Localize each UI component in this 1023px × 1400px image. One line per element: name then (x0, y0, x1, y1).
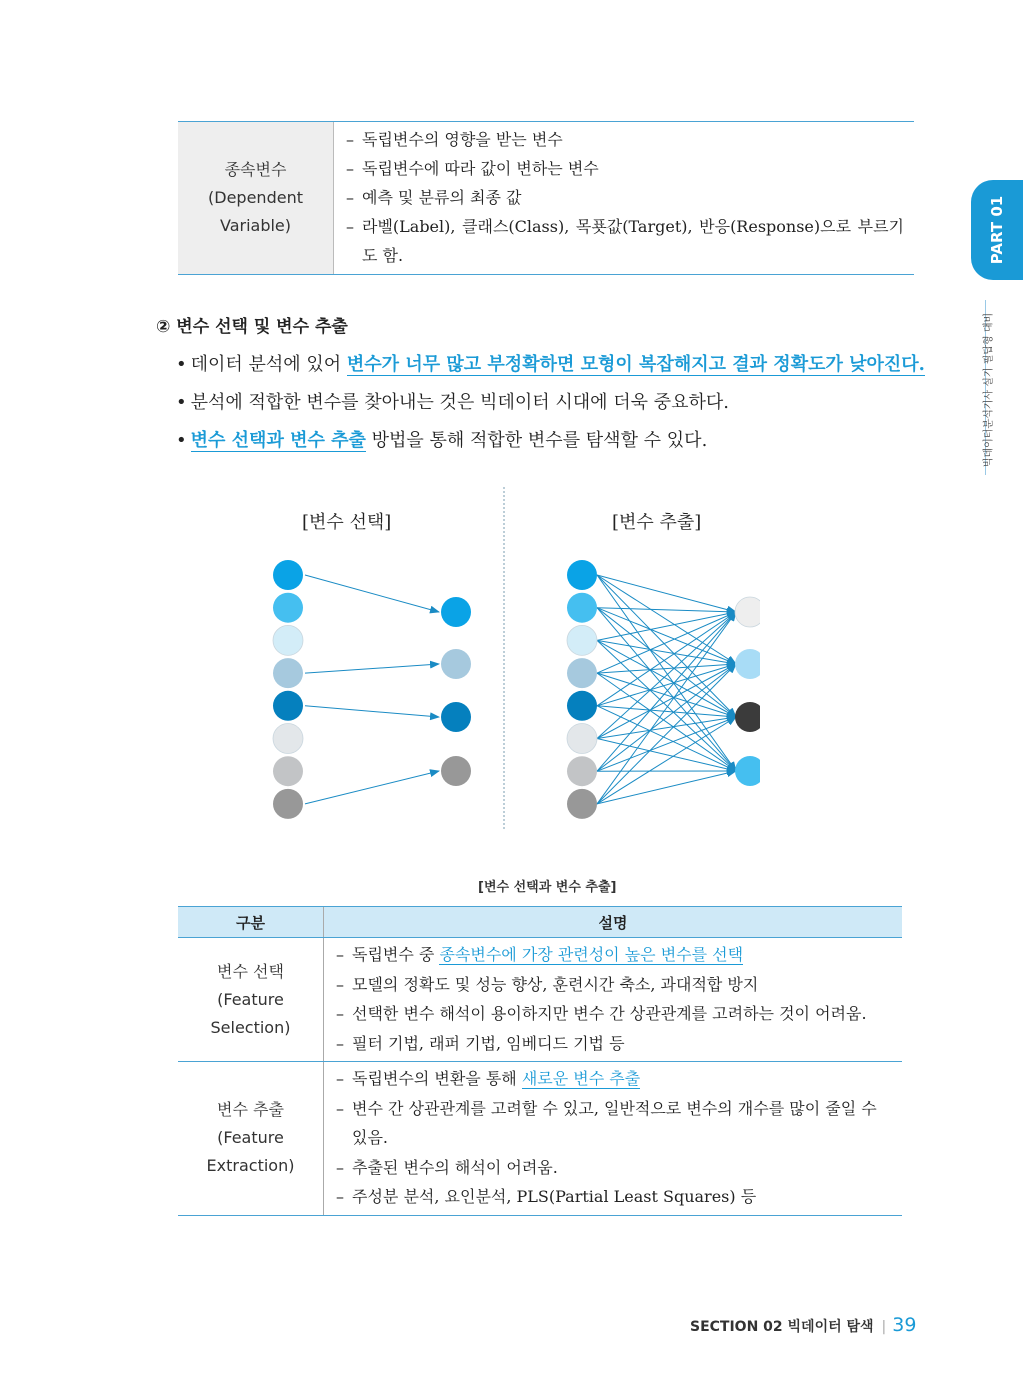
dependent-variable-table (178, 121, 914, 275)
bullet-item (176, 426, 707, 452)
table-desc-cell (334, 122, 914, 274)
bullet-dot: • (176, 392, 187, 413)
input-variable-node (273, 789, 303, 819)
desc-item: – 추출된 변수의 해석이 어려움. (336, 1153, 902, 1183)
selected-variable-node (441, 756, 471, 786)
selected-variable-node (441, 597, 471, 627)
row-label (178, 938, 324, 1061)
right-diagram-title: [변수 추출] (612, 512, 702, 533)
bullet-text: 데이터 분석에 있어 (190, 354, 347, 375)
label-line: Extraction) (206, 1156, 295, 1176)
extracted-variable-node (735, 597, 760, 627)
label-line: 종속변수 (224, 160, 287, 179)
book-title-vertical: 빅데이터분석기사 실기 필답형 대비 (983, 312, 995, 468)
table-label-cell (178, 122, 334, 274)
bullet-dot: • (176, 430, 187, 451)
footer-separator: | (881, 1319, 887, 1335)
bullet-text: 방법을 통해 적합한 변수를 탐색할 수 있다. (365, 430, 708, 451)
table-row (178, 1061, 902, 1215)
desc-item: – 필터 기법, 래퍼 기법, 임베디드 기법 등 (336, 1029, 902, 1059)
input-variable-node (567, 724, 597, 754)
highlight-text: 새로운 변수 추출 (521, 1069, 641, 1088)
row-label (178, 1062, 324, 1215)
desc-text: 독립변수 중 (352, 945, 440, 964)
label-line: Selection) (210, 1017, 291, 1037)
section-heading: ② 변수 선택 및 변수 추출 (156, 317, 348, 337)
selection-arrow (305, 771, 439, 804)
label-line: (Dependent (208, 188, 303, 207)
extracted-variable-node (735, 649, 760, 679)
extraction-arrow (597, 575, 736, 664)
desc-item: – 독립변수의 영향을 받는 변수 (346, 125, 914, 154)
extracted-variable-node (735, 702, 760, 732)
figure-caption: [변수 선택과 변수 추출] (478, 880, 617, 895)
label-line: Variable) (219, 216, 292, 235)
input-variable-node (567, 593, 597, 623)
table-header (178, 906, 902, 938)
highlight-text: 변수가 너무 많고 부정확하면 모형이 복잡해지고 결과 정확도가 낮아진다. (346, 354, 925, 375)
desc-item: – 변수 간 상관관계를 고려할 수 있고, 일반적으로 변수의 개수를 많이 줄일 수 있음. (336, 1094, 902, 1153)
input-variable-node (567, 789, 597, 819)
extraction-arrow (597, 664, 736, 673)
desc-item: – 라벨(Label), 클래스(Class), 목푯값(Target), 반응(Response)으로 부르기 도 함. (346, 212, 914, 270)
input-variable-node (567, 625, 597, 655)
diagram-svg (250, 485, 760, 835)
selection-arrow (305, 664, 439, 673)
feature-table (178, 906, 902, 1216)
input-variable-node (567, 756, 597, 786)
desc-item: – 주성분 분석, 요인분석, PLS(Partial Least Squares) 등 (336, 1182, 902, 1212)
input-variable-node (567, 691, 597, 721)
input-variable-node (273, 756, 303, 786)
input-variable-node (273, 691, 303, 721)
extraction-arrow (597, 612, 736, 673)
part-tab (971, 180, 1023, 280)
extraction-arrow (597, 717, 736, 771)
extraction-arrow (597, 717, 736, 804)
label-line: 변수 추출 (217, 1100, 284, 1120)
input-variable-node (273, 658, 303, 688)
input-variable-node (567, 658, 597, 688)
selected-variable-node (441, 702, 471, 732)
label-line: 변수 선택 (217, 961, 284, 981)
bullet-dot: • (176, 354, 187, 375)
desc-item (336, 1064, 902, 1094)
extraction-arrow (597, 575, 736, 717)
label-line: (Feature (217, 1128, 284, 1148)
highlight-text: 변수 선택과 변수 추출 (190, 430, 366, 451)
page-number: 39 (892, 1314, 917, 1336)
part-label: PART 01 (988, 195, 1006, 265)
row-description (324, 938, 902, 1061)
header-description: 설명 (598, 913, 628, 932)
input-variable-node (273, 593, 303, 623)
row-description (324, 1062, 902, 1215)
desc-item (336, 940, 902, 970)
desc-item: – 예측 및 분류의 최종 값 (346, 183, 914, 212)
page-footer (690, 1314, 916, 1336)
table-row (178, 938, 902, 1061)
desc-text: 독립변수의 변환을 통해 (352, 1069, 522, 1088)
extracted-variable-node (735, 756, 760, 786)
footer-section: SECTION 02 빅데이터 탐색 (690, 1319, 874, 1335)
bullet-item (176, 388, 729, 414)
extraction-arrow (597, 575, 736, 771)
bullet-text: 분석에 적합한 변수를 찾아내는 것은 빅데이터 시대에 더욱 중요하다. (190, 392, 729, 413)
extraction-arrow (597, 608, 736, 771)
bullet-item (176, 350, 925, 376)
selected-variable-node (441, 649, 471, 679)
extraction-arrow (597, 608, 736, 612)
label-line: (Feature (217, 989, 284, 1009)
header-category: 구분 (178, 907, 324, 937)
input-variable-node (273, 724, 303, 754)
highlight-text: 종속변수에 가장 관련성이 높은 변수를 선택 (439, 945, 744, 964)
variable-diagram (250, 485, 760, 835)
extraction-arrow (597, 608, 736, 717)
input-variable-node (273, 560, 303, 590)
extraction-arrow (597, 575, 736, 612)
selection-arrow (305, 706, 439, 717)
input-variable-node (273, 625, 303, 655)
desc-item: – 선택한 변수 해석이 용이하지만 변수 간 상관관계를 고려하는 것이 어려움. (336, 999, 902, 1029)
input-variable-node (567, 560, 597, 590)
selection-arrow (305, 575, 439, 612)
left-diagram-title: [변수 선택] (302, 512, 392, 533)
desc-item: – 독립변수에 따라 값이 변하는 변수 (346, 154, 914, 183)
desc-item: – 모델의 정확도 및 성능 향상, 훈련시간 축소, 과대적합 방지 (336, 970, 902, 1000)
extraction-arrow (597, 673, 736, 771)
